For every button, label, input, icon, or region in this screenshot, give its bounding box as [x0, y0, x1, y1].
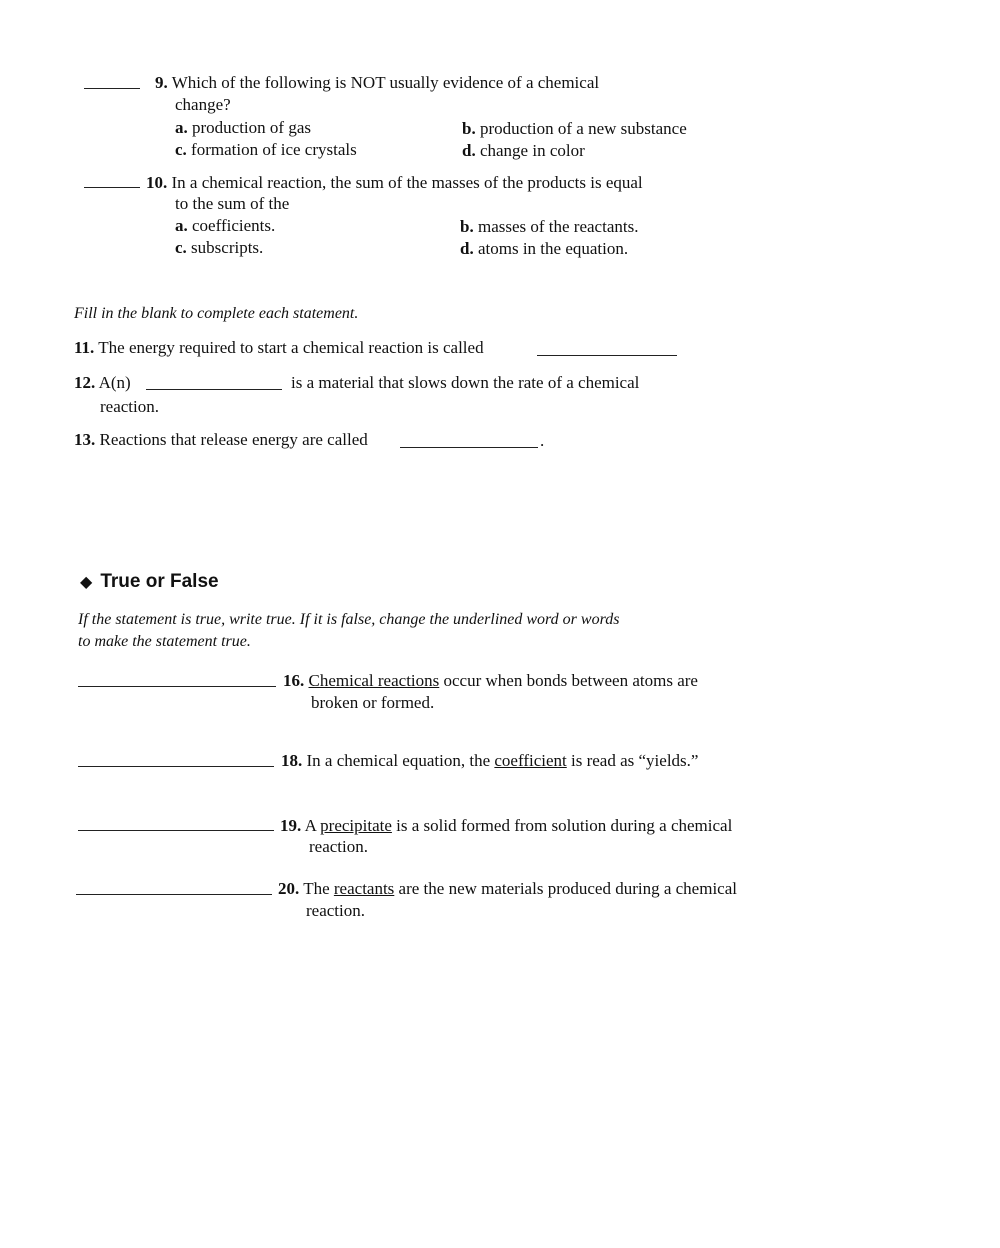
- choice-text: masses of the reactants.: [477, 217, 639, 236]
- item-before: In a chemical equation, the: [306, 751, 495, 770]
- choice-text: atoms in the equation.: [477, 239, 629, 258]
- fill-item-13: [74, 429, 368, 450]
- choice-letter: d.: [462, 141, 476, 160]
- tf-instructions-line1: If the statement is true, write true. If it is false, change the underlined word or words: [78, 611, 620, 628]
- question-number: 10.: [146, 173, 168, 192]
- item-number: 20.: [278, 879, 300, 898]
- question-10-cont: to the sum of the: [175, 194, 290, 213]
- item-after: is a solid formed from solution during a chemical: [391, 816, 733, 835]
- tf-heading: [80, 571, 219, 593]
- choice-text: coefficients.: [192, 216, 276, 235]
- tf-item-16-cont: broken or formed.: [311, 693, 435, 712]
- tf-item-19: [280, 815, 732, 836]
- fill-item-13-end: .: [540, 431, 545, 450]
- question-number: 9.: [155, 73, 168, 92]
- question-9-cont: change?: [175, 95, 231, 114]
- choice-letter: c.: [175, 238, 187, 257]
- item-number: 11.: [74, 338, 95, 357]
- answer-blank-13[interactable]: [400, 447, 538, 448]
- item-number: 19.: [280, 816, 302, 835]
- choice-10c: [175, 237, 263, 258]
- answer-blank-16[interactable]: [78, 686, 276, 687]
- choice-10b: [460, 216, 638, 237]
- choice-letter: a.: [175, 216, 188, 235]
- item-after: is read as “yields.”: [566, 751, 699, 770]
- item-number: 18.: [281, 751, 303, 770]
- fill-item-11: [74, 337, 484, 358]
- choice-9a: [175, 117, 311, 138]
- question-text: Which of the following is NOT usually evidence of a chemical: [171, 73, 600, 92]
- choice-letter: d.: [460, 239, 474, 258]
- diamond-bullet-icon: ◆: [80, 574, 93, 591]
- choice-text: change in color: [479, 141, 585, 160]
- choice-text: production of gas: [192, 118, 311, 137]
- fill-item-12: [74, 372, 131, 393]
- choice-text: formation of ice crystals: [191, 140, 357, 159]
- underlined-term: reactants: [333, 879, 395, 898]
- tf-item-20-cont: reaction.: [306, 901, 365, 920]
- answer-blank-18[interactable]: [78, 766, 274, 767]
- item-before: The: [303, 879, 334, 898]
- choice-10a: [175, 215, 275, 236]
- underlined-term: Chemical reactions: [308, 671, 440, 690]
- item-after: are the new materials produced during a chemical: [394, 879, 737, 898]
- tf-item-16: [283, 670, 698, 691]
- item-before: A: [304, 816, 321, 835]
- choice-10d: [460, 238, 628, 259]
- question-9: [155, 72, 599, 93]
- item-after: occur when bonds between atoms are: [439, 671, 698, 690]
- fill-item-12-text: is a material that slows down the rate of a chemical: [291, 373, 640, 392]
- fill-instructions: Fill in the blank to complete each statement.: [74, 305, 359, 322]
- answer-blank-12[interactable]: [146, 389, 282, 390]
- choice-letter: a.: [175, 118, 188, 137]
- answer-blank-20[interactable]: [76, 894, 272, 895]
- choice-letter: b.: [460, 217, 474, 236]
- item-text: Reactions that release energy are called: [99, 430, 368, 449]
- question-10: [146, 172, 643, 193]
- item-number: 13.: [74, 430, 96, 449]
- answer-blank-9[interactable]: [84, 88, 140, 89]
- choice-letter: c.: [175, 140, 187, 159]
- tf-item-20: [278, 878, 737, 899]
- choice-text: subscripts.: [191, 238, 264, 257]
- tf-instructions-line2: to make the statement true.: [78, 633, 251, 650]
- choice-letter: b.: [462, 119, 476, 138]
- underlined-term: precipitate: [320, 816, 392, 835]
- tf-heading-text: True or False: [100, 571, 219, 592]
- choice-text: production of a new substance: [479, 119, 687, 138]
- item-prefix: A(n): [98, 373, 131, 392]
- question-text: In a chemical reaction, the sum of the masses of the products is equal: [171, 173, 643, 192]
- fill-item-12-cont: reaction.: [100, 397, 159, 416]
- tf-item-19-cont: reaction.: [309, 837, 368, 856]
- tf-item-18: [281, 750, 698, 771]
- answer-blank-19[interactable]: [78, 830, 274, 831]
- choice-9b: [462, 118, 687, 139]
- item-number: 12.: [74, 373, 96, 392]
- answer-blank-10[interactable]: [84, 187, 140, 188]
- item-text: The energy required to start a chemical reaction is called: [98, 338, 484, 357]
- choice-9d: [462, 140, 585, 161]
- underlined-term: coefficient: [494, 751, 567, 770]
- choice-9c: [175, 139, 357, 160]
- answer-blank-11[interactable]: [537, 355, 677, 356]
- item-number: 16.: [283, 671, 305, 690]
